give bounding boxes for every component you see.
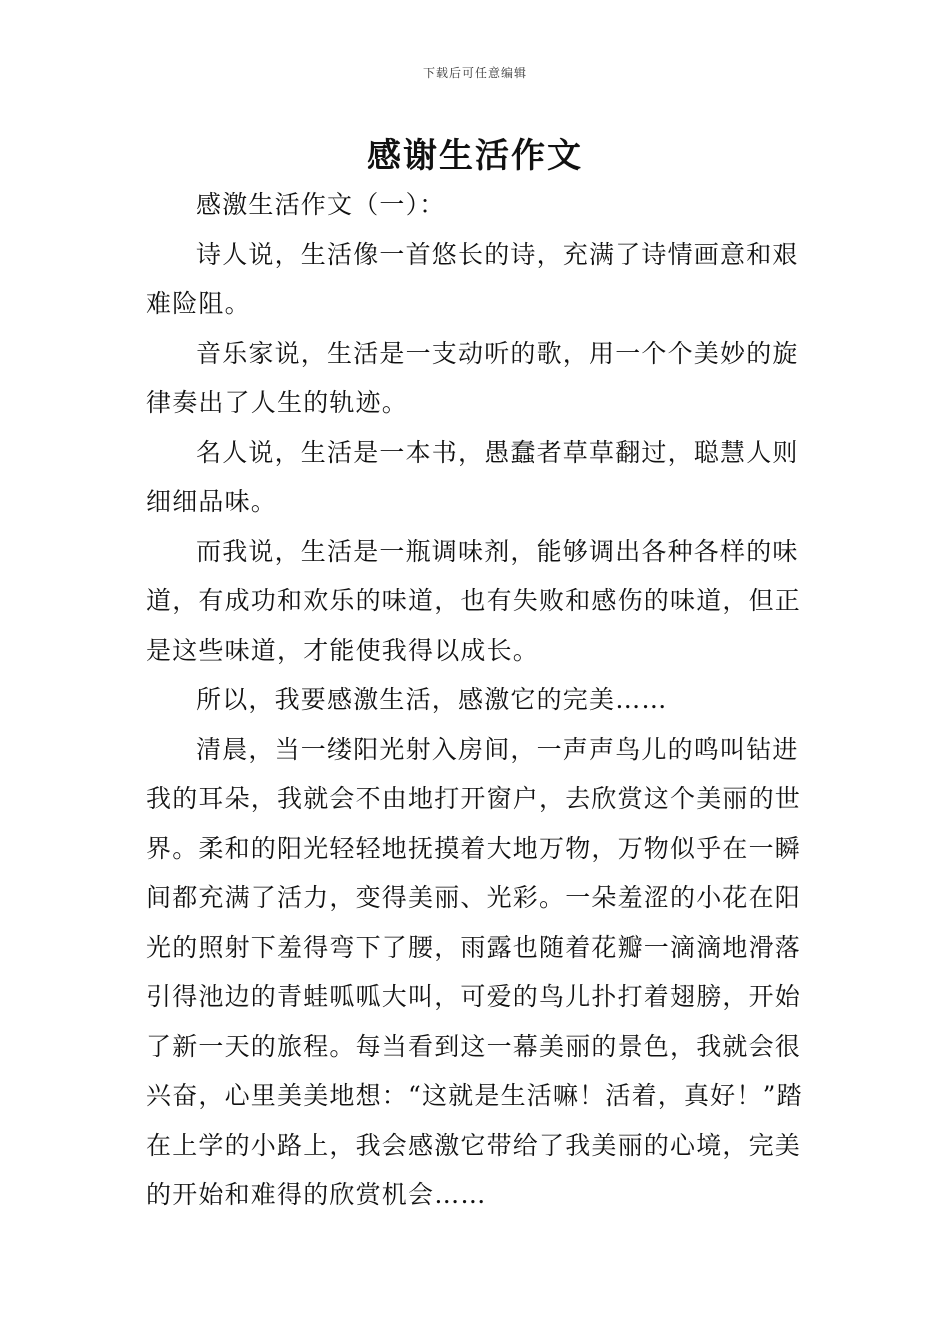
document-body	[146, 180, 808, 1220]
page-header-note: 下载后可任意编辑	[422, 66, 527, 80]
paragraph: 而我说，生活是一瓶调味剂，能够调出各种各样的味道，有成功和欢乐的味道，也有失败和感伤的味道，但正是这些味道，才能使我得以成长。	[146, 536, 802, 665]
paragraph: 诗人说，生活像一首悠长的诗，充满了诗情画意和艰难险阻。	[146, 239, 799, 318]
paragraph: 名人说，生活是一本书，愚蠢者草草翻过，聪慧人则细细品味。	[146, 437, 799, 516]
subtitle-paragraph: 感激生活作文（一）：	[196, 190, 446, 219]
document-title: 感谢生活作文	[367, 136, 583, 176]
paragraph: 清晨，当一缕阳光射入房间，一声声鸟儿的鸣叫钻进我的耳朵，我就会不由地打开窗户，去欣赏这个美丽的世界。柔和的阳光轻轻地抚摸着大地万物，万物似乎在一瞬间都充满了活力，变得美丽、光彩。一朵羞涩的小花在阳光的照射下羞得弯下了腰，雨露也随着花瓣一滴滴地滑落引得池边的青蛙呱呱大叫，可爱的鸟儿扑打着翅膀，开始了新一天的旅程。每当看到这一幕美丽的景色，我就会很兴奋，心里美美地想：“这就是生活嘛！活着，真好！”踏在上学的小路上，我会感激它带给了我美丽的心境，完美的开始和难得的欣赏机会……	[146, 734, 803, 1209]
paragraph: 所以，我要感激生活，感激它的完美……	[196, 685, 668, 714]
paragraph: 音乐家说，生活是一支动听的歌，用一个个美妙的旋律奏出了人生的轨迹。	[146, 338, 799, 417]
